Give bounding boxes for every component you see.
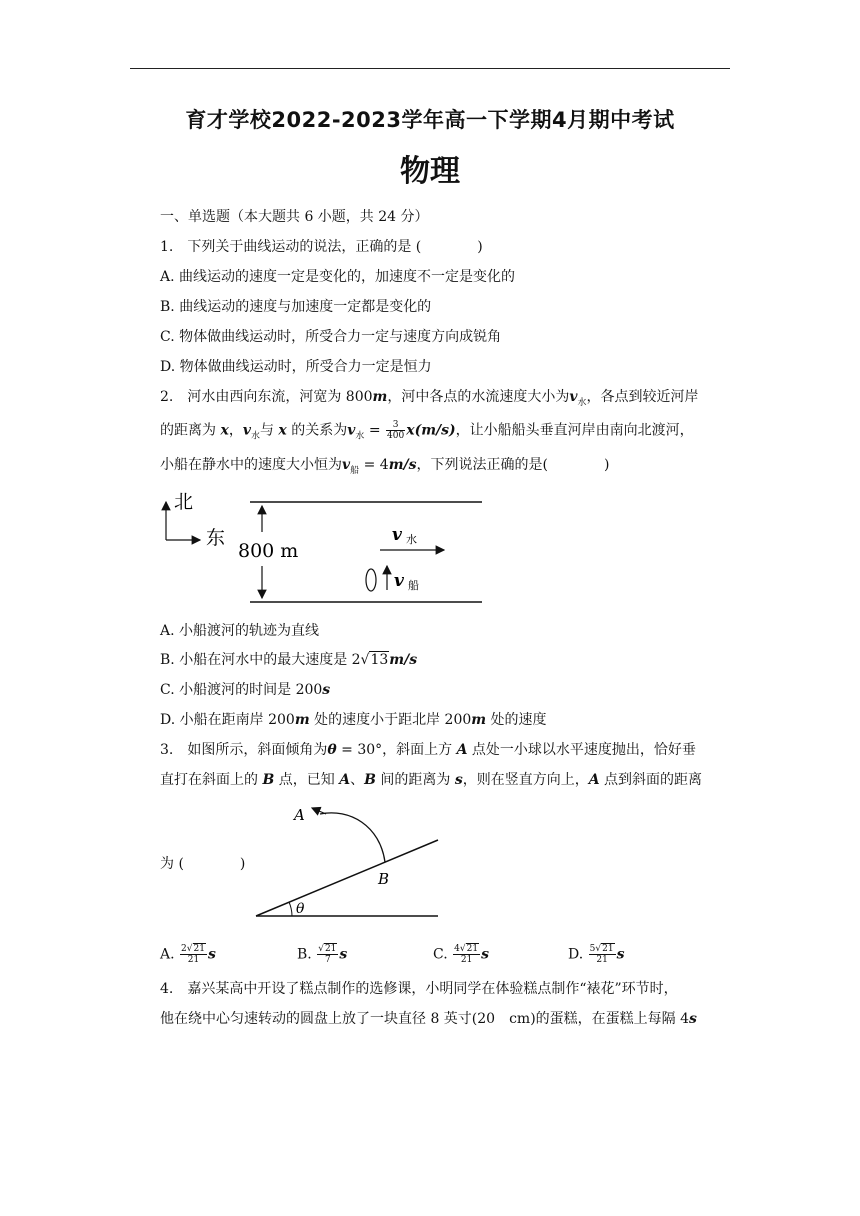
boat-velocity-sub: 船 — [408, 579, 419, 592]
subject-title: 物理 — [400, 154, 460, 189]
incline-diagram — [250, 800, 446, 926]
launch-velocity-arrow — [312, 808, 326, 814]
water-velocity-label: v — [392, 525, 402, 545]
q4-stem-line2: 他在绕中心匀速转动的圆盘上放了一块直径 8 英寸(20 cm)的蛋糕，在蛋糕上每隔 4s — [160, 1011, 697, 1027]
header-rule — [130, 68, 730, 69]
q1-stem: 1. 下列关于曲线运动的说法，正确的是 ( ) — [160, 239, 483, 255]
east-label: 东 — [206, 527, 226, 549]
q2-option-c: C. 小船渡河的时间是 200s — [160, 682, 331, 698]
boat-velocity-label: v — [394, 571, 404, 591]
q3-option-b: B. $\frac{√21}{7}$ s — [297, 944, 348, 965]
q3-option-a: A. $\frac{2√21}{21}$ s — [160, 944, 216, 965]
q2-option-d: D. 小船在距南岸 200m 处的速度小于距北岸 200m 处的速度 — [160, 712, 547, 728]
q1-option-d: D. 物体做曲线运动时，所受合力一定是恒力 — [160, 359, 432, 375]
q3-option-c: C. $\frac{4√21}{21}$ s — [433, 944, 489, 965]
section-heading: 一、单选题（本大题共 6 小题，共 24 分） — [160, 209, 429, 225]
point-a-label: A — [294, 806, 305, 824]
north-label: 北 — [174, 491, 194, 513]
q2-option-b: B. 小船在河水中的最大速度是 2√13m/s — [160, 652, 418, 668]
q3-stem-line2: 直打在斜面上的 B 点，已知 A、B 间的距离为 s，则在竖直方向上，A 点到斜面的距离 — [160, 772, 703, 788]
q1-option-c: C. 物体做曲线运动时，所受合力一定与速度方向成锐角 — [160, 329, 502, 345]
river-width-label: 800 m — [238, 540, 299, 562]
point-b-label: B — [378, 870, 390, 888]
fraction: $\frac{3}{400}$ — [387, 420, 405, 441]
theta-label: θ — [296, 901, 305, 917]
q1-option-b: B. 曲线运动的速度与加速度一定都是变化的 — [160, 299, 432, 315]
trajectory-curve — [320, 813, 385, 862]
q4-stem-line1: 4. 嘉兴某高中开设了糕点制作的选修课，小明同学在体验糕点制作“裱花”环节时， — [160, 981, 678, 997]
incline-line — [256, 840, 438, 916]
q2-stem-line3: 小船在静水中的速度大小恒为$v_船 = 4m/s$，下列说法正确的是( ) — [160, 457, 610, 476]
q3-stem-line1: 3. 如图所示，斜面倾角为θ = 30°，斜面上方 A 点处一小球以水平速度抛出，恰好垂 — [160, 742, 696, 758]
q1-option-a: A. 曲线运动的速度一定是变化的，加速度不一定是变化的 — [160, 269, 516, 285]
q2-option-a: A. 小船渡河的轨迹为直线 — [160, 623, 320, 639]
q3-stem-line3: 为 ( ) — [160, 856, 246, 872]
water-velocity-sub: 水 — [406, 533, 417, 546]
q2-stem-line1: 2. 河水由西向东流，河宽为 800m，河中各点的水流速度大小为$v_水$，各点到较近河岸 — [160, 389, 699, 408]
angle-arc — [289, 902, 292, 916]
river-diagram — [156, 486, 496, 610]
boat-shape — [366, 569, 376, 591]
exam-title: 育才学校2022-2023学年高一下学期4月期中考试 — [185, 108, 675, 132]
q3-option-d: D. $\frac{5√21}{21}$ s — [568, 944, 625, 965]
q2-stem-line2: 的距离为 x，$v_水$与 x 的关系为$v_水$ = $\frac{3}{400}$ x(m/s)，让小船船头垂直河岸由南向北渡河， — [160, 420, 694, 442]
